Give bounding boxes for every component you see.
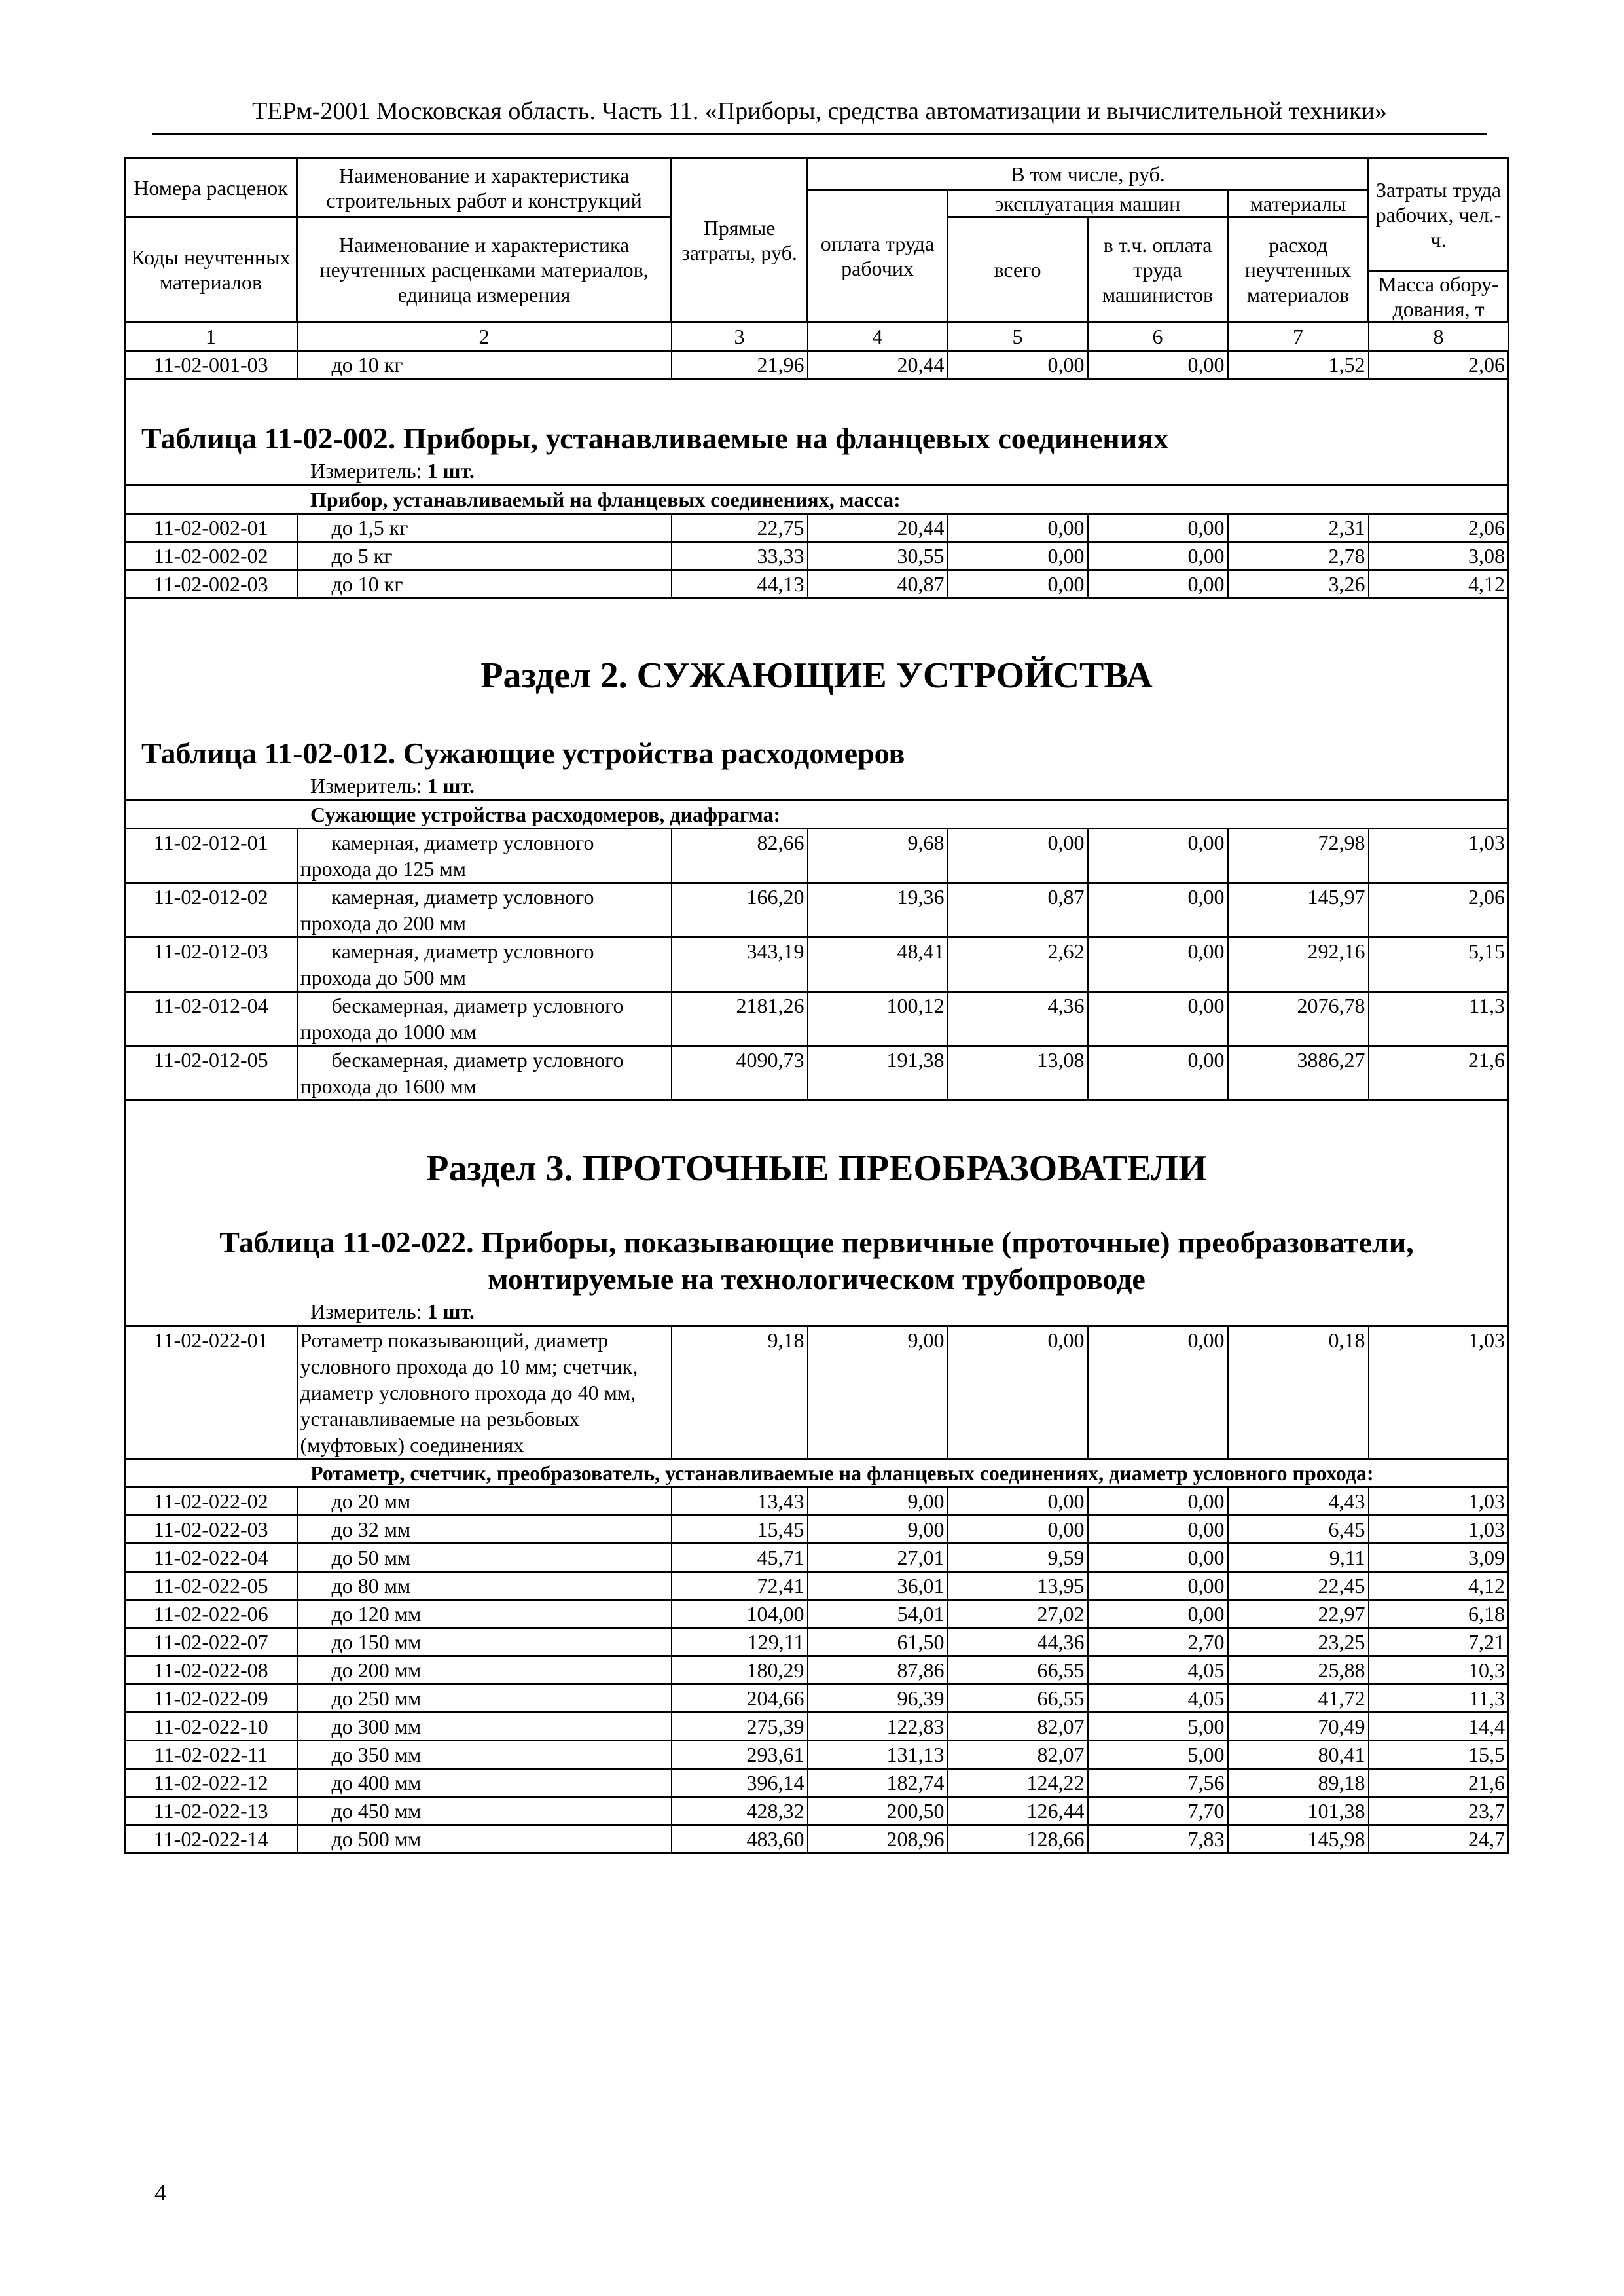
machine-total: 82,07 (948, 1741, 1088, 1769)
labor-hours: 10,3 (1369, 1656, 1509, 1685)
rate-name: до 10 кг (297, 351, 672, 379)
section-title-3: Раздел 3. ПРОТОЧНЫЕ ПРЕОБРАЗОВАТЕЛИ (426, 1148, 1207, 1189)
col-header-equipment-mass: Масса обору-дования, т (1369, 271, 1509, 323)
worker-pay: 182,74 (808, 1769, 948, 1797)
meter-value: 1 шт. (427, 1300, 475, 1323)
direct-costs: 45,71 (672, 1544, 808, 1572)
machine-total: 9,59 (948, 1544, 1088, 1572)
direct-costs: 275,39 (672, 1713, 808, 1741)
col-header-labor-costs: Затраты труда рабочих, чел.-ч. (1369, 158, 1509, 271)
col-header-materials: материалы (1228, 190, 1369, 217)
machinist-pay: 5,00 (1088, 1713, 1228, 1741)
labor-hours: 1,03 (1369, 1326, 1509, 1459)
table-row (125, 1516, 1509, 1544)
rate-code: 11-02-022-08 (125, 1656, 297, 1685)
col-header-direct-costs: Прямые затраты, руб. (672, 158, 808, 323)
machine-total: 0,00 (948, 514, 1088, 542)
table-row (125, 938, 1509, 992)
rate-code: 11-02-022-03 (125, 1516, 297, 1544)
rate-name: до 200 мм (297, 1656, 672, 1685)
materials-cost: 25,88 (1228, 1656, 1369, 1685)
worker-pay: 20,44 (808, 514, 948, 542)
direct-costs: 428,32 (672, 1797, 808, 1825)
machinist-pay: 0,00 (1088, 1046, 1228, 1101)
machinist-pay: 5,00 (1088, 1741, 1228, 1769)
rate-name: до 150 мм (297, 1628, 672, 1656)
materials-cost: 145,97 (1228, 883, 1369, 938)
machinist-pay: 0,00 (1088, 938, 1228, 992)
materials-cost: 72,98 (1228, 829, 1369, 883)
labor-hours: 4,12 (1369, 1572, 1509, 1600)
labor-hours: 1,03 (1369, 1487, 1509, 1516)
rate-name: до 500 мм (297, 1825, 672, 1853)
worker-pay: 9,00 (808, 1326, 948, 1459)
machinist-pay: 0,00 (1088, 1487, 1228, 1516)
labor-hours: 11,3 (1369, 992, 1509, 1046)
machinist-pay: 0,00 (1088, 1544, 1228, 1572)
worker-pay: 9,00 (808, 1487, 948, 1516)
machinist-pay: 0,00 (1088, 1326, 1228, 1459)
col-header-machine-operation: эксплуатация машин (948, 190, 1228, 217)
rate-code: 11-02-002-01 (125, 514, 297, 542)
col-header-rate-numbers: Номера расценок (125, 158, 297, 217)
direct-costs: 82,66 (672, 829, 808, 883)
machine-total: 82,07 (948, 1713, 1088, 1741)
group-heading-002: Прибор, устанавливаемый на фланцевых соединениях, масса: (125, 486, 1509, 514)
machinist-pay: 0,00 (1088, 1516, 1228, 1544)
materials-cost: 101,38 (1228, 1797, 1369, 1825)
materials-cost: 0,18 (1228, 1326, 1369, 1459)
group-heading-022: Ротаметр, счетчик, преобразователь, устанавливаемые на фланцевых соединениях, диаметр условного прохода: (125, 1459, 1509, 1487)
rate-name: до 5 кг (297, 542, 672, 570)
rate-name: до 350 мм (297, 1741, 672, 1769)
rate-name: до 80 мм (297, 1572, 672, 1600)
meter-line (126, 1298, 1507, 1325)
table-row (125, 829, 1509, 883)
machinist-pay: 0,00 (1088, 542, 1228, 570)
direct-costs: 4090,73 (672, 1046, 808, 1101)
machinist-pay: 0,00 (1088, 351, 1228, 379)
worker-pay: 19,36 (808, 883, 948, 938)
direct-costs: 2181,26 (672, 992, 808, 1046)
materials-cost: 22,97 (1228, 1600, 1369, 1628)
materials-cost: 6,45 (1228, 1516, 1369, 1544)
rate-code: 11-02-012-04 (125, 992, 297, 1046)
machinist-pay: 0,00 (1088, 1600, 1228, 1628)
meter-line (126, 457, 1507, 484)
materials-cost: 1,52 (1228, 351, 1369, 379)
direct-costs: 44,13 (672, 570, 808, 598)
col-number-5: 5 (948, 323, 1088, 351)
col-header-machine-total: всего (948, 217, 1088, 323)
table-row (125, 514, 1509, 542)
rate-name: до 10 кг (297, 570, 672, 598)
machinist-pay: 0,00 (1088, 570, 1228, 598)
labor-hours: 3,08 (1369, 542, 1509, 570)
table-title-022-line2: монтируемые на технологическом трубопроводе (488, 1262, 1146, 1296)
worker-pay: 9,68 (808, 829, 948, 883)
materials-cost: 2076,78 (1228, 992, 1369, 1046)
machine-total: 0,00 (948, 542, 1088, 570)
machinist-pay: 7,83 (1088, 1825, 1228, 1853)
rate-name: до 120 мм (297, 1600, 672, 1628)
direct-costs: 9,18 (672, 1326, 808, 1459)
machinist-pay: 7,56 (1088, 1769, 1228, 1797)
header-divider (152, 133, 1487, 135)
machine-total: 126,44 (948, 1797, 1088, 1825)
direct-costs: 180,29 (672, 1656, 808, 1685)
labor-hours: 6,18 (1369, 1600, 1509, 1628)
rate-code: 11-02-001-03 (125, 351, 297, 379)
meter-label: Измеритель: (310, 1300, 422, 1323)
rate-code: 11-02-022-01 (125, 1326, 297, 1459)
col-number-4: 4 (808, 323, 948, 351)
labor-hours: 2,06 (1369, 351, 1509, 379)
direct-costs: 483,60 (672, 1825, 808, 1853)
materials-cost: 80,41 (1228, 1741, 1369, 1769)
direct-costs: 166,20 (672, 883, 808, 938)
table-title-012: Таблица 11-02-012. Сужающие устройства расходомеров (141, 737, 905, 770)
materials-cost: 4,43 (1228, 1487, 1369, 1516)
materials-cost: 9,11 (1228, 1544, 1369, 1572)
labor-hours: 5,15 (1369, 938, 1509, 992)
rate-name: до 450 мм (297, 1797, 672, 1825)
machine-total: 0,00 (948, 1516, 1088, 1544)
table-row (125, 1628, 1509, 1656)
col-header-machinist-pay: в т.ч. оплата труда машинистов (1088, 217, 1228, 323)
rate-name: бескамерная, диаметр условного прохода до 1600 мм (297, 1046, 672, 1101)
rate-code: 11-02-022-14 (125, 1825, 297, 1853)
worker-pay: 54,01 (808, 1600, 948, 1628)
machine-total: 0,87 (948, 883, 1088, 938)
worker-pay: 122,83 (808, 1713, 948, 1741)
col-header-material-codes: Коды неучтенных материалов (125, 217, 297, 323)
machine-total: 4,36 (948, 992, 1088, 1046)
materials-cost: 89,18 (1228, 1769, 1369, 1797)
rate-name: до 400 мм (297, 1769, 672, 1797)
col-header-work-name: Наименование и характеристика строительных работ и конструкций (297, 158, 672, 217)
direct-costs: 204,66 (672, 1685, 808, 1713)
table-row (125, 1572, 1509, 1600)
group-heading-012: Сужающие устройства расходомеров, диафрагма: (125, 801, 1509, 829)
rate-name: камерная, диаметр условного прохода до 200 мм (297, 883, 672, 938)
worker-pay: 208,96 (808, 1825, 948, 1853)
rate-code: 11-02-022-13 (125, 1797, 297, 1825)
col-number-3: 3 (672, 323, 808, 351)
table-row (125, 1656, 1509, 1685)
machine-total: 0,00 (948, 1487, 1088, 1516)
col-header-worker-pay: оплата труда рабочих (808, 190, 948, 323)
materials-cost: 2,78 (1228, 542, 1369, 570)
machine-total: 13,95 (948, 1572, 1088, 1600)
machine-total: 66,55 (948, 1685, 1088, 1713)
worker-pay: 20,44 (808, 351, 948, 379)
machine-total: 0,00 (948, 829, 1088, 883)
worker-pay: 40,87 (808, 570, 948, 598)
direct-costs: 33,33 (672, 542, 808, 570)
materials-cost: 3886,27 (1228, 1046, 1369, 1101)
table-row (125, 351, 1509, 379)
rate-code: 11-02-002-02 (125, 542, 297, 570)
labor-hours: 7,21 (1369, 1628, 1509, 1656)
table-row (125, 1685, 1509, 1713)
meter-line (126, 772, 1507, 799)
col-number-2: 2 (297, 323, 672, 351)
rate-code: 11-02-022-02 (125, 1487, 297, 1516)
machine-total: 0,00 (948, 351, 1088, 379)
materials-cost: 145,98 (1228, 1825, 1369, 1853)
rate-name: камерная, диаметр условного прохода до 500 мм (297, 938, 672, 992)
worker-pay: 36,01 (808, 1572, 948, 1600)
materials-cost: 70,49 (1228, 1713, 1369, 1741)
machine-total: 44,36 (948, 1628, 1088, 1656)
machine-total: 0,00 (948, 570, 1088, 598)
rate-name: до 1,5 кг (297, 514, 672, 542)
section-title-2: Раздел 2. СУЖАЮЩИЕ УСТРОЙСТВА (480, 655, 1153, 696)
rate-code: 11-02-022-05 (125, 1572, 297, 1600)
table-row (125, 1713, 1509, 1741)
table-title-022-line1: Таблица 11-02-022. Приборы, показывающие первичные (проточные) преобразователи, (219, 1226, 1414, 1259)
labor-hours: 21,6 (1369, 1769, 1509, 1797)
rate-code: 11-02-022-07 (125, 1628, 297, 1656)
table-row (125, 1600, 1509, 1628)
labor-hours: 23,7 (1369, 1797, 1509, 1825)
machine-total: 124,22 (948, 1769, 1088, 1797)
rate-name: Ротаметр показывающий, диаметр условного прохода до 10 мм; счетчик, диаметр условного прохода до 40 мм, устанавливаемые на резьбовых (муфтовых) соединениях (297, 1326, 672, 1459)
machinist-pay: 4,05 (1088, 1656, 1228, 1685)
machine-total: 128,66 (948, 1825, 1088, 1853)
table-row (125, 1326, 1509, 1459)
labor-hours: 24,7 (1369, 1825, 1509, 1853)
machinist-pay: 0,00 (1088, 1572, 1228, 1600)
direct-costs: 15,45 (672, 1516, 808, 1544)
labor-hours: 14,4 (1369, 1713, 1509, 1741)
direct-costs: 22,75 (672, 514, 808, 542)
rate-code: 11-02-002-03 (125, 570, 297, 598)
worker-pay: 191,38 (808, 1046, 948, 1101)
worker-pay: 96,39 (808, 1685, 948, 1713)
rate-name: до 20 мм (297, 1487, 672, 1516)
machinist-pay: 0,00 (1088, 829, 1228, 883)
materials-cost: 292,16 (1228, 938, 1369, 992)
worker-pay: 200,50 (808, 1797, 948, 1825)
rate-name: до 250 мм (297, 1685, 672, 1713)
worker-pay: 30,55 (808, 542, 948, 570)
col-header-including: В том числе, руб. (808, 158, 1369, 190)
col-header-material-names: Наименование и характеристика неучтенных расценками материалов, единица измерения (297, 217, 672, 323)
machinist-pay: 0,00 (1088, 514, 1228, 542)
col-number-7: 7 (1228, 323, 1369, 351)
rate-code: 11-02-012-02 (125, 883, 297, 938)
direct-costs: 129,11 (672, 1628, 808, 1656)
rate-name: бескамерная, диаметр условного прохода до 1000 мм (297, 992, 672, 1046)
materials-cost: 3,26 (1228, 570, 1369, 598)
table-row (125, 1825, 1509, 1853)
rate-code: 11-02-022-09 (125, 1685, 297, 1713)
direct-costs: 21,96 (672, 351, 808, 379)
table-title-002: Таблица 11-02-002. Приборы, устанавливаемые на фланцевых соединениях (141, 422, 1169, 455)
rates-document (124, 157, 1507, 1854)
worker-pay: 27,01 (808, 1544, 948, 1572)
machinist-pay: 0,00 (1088, 883, 1228, 938)
meter-label: Измеритель: (310, 774, 422, 797)
col-header-unaccounted-materials: расход неучтенных материалов (1228, 217, 1369, 323)
machine-total: 2,62 (948, 938, 1088, 992)
machinist-pay: 0,00 (1088, 992, 1228, 1046)
table-row (125, 883, 1509, 938)
direct-costs: 293,61 (672, 1741, 808, 1769)
labor-hours: 1,03 (1369, 829, 1509, 883)
machine-total: 27,02 (948, 1600, 1088, 1628)
page-number: 4 (154, 2179, 166, 2206)
labor-hours: 3,09 (1369, 1544, 1509, 1572)
direct-costs: 72,41 (672, 1572, 808, 1600)
rate-name: камерная, диаметр условного прохода до 125 мм (297, 829, 672, 883)
rate-code: 11-02-012-05 (125, 1046, 297, 1101)
col-number-8: 8 (1369, 323, 1509, 351)
direct-costs: 104,00 (672, 1600, 808, 1628)
machine-total: 0,00 (948, 1326, 1088, 1459)
machinist-pay: 7,70 (1088, 1797, 1228, 1825)
rate-name: до 50 мм (297, 1544, 672, 1572)
worker-pay: 61,50 (808, 1628, 948, 1656)
table-row (125, 1741, 1509, 1769)
direct-costs: 343,19 (672, 938, 808, 992)
labor-hours: 2,06 (1369, 514, 1509, 542)
rate-code: 11-02-022-12 (125, 1769, 297, 1797)
worker-pay: 48,41 (808, 938, 948, 992)
rate-code: 11-02-022-04 (125, 1544, 297, 1572)
meter-value: 1 шт. (427, 774, 475, 797)
materials-cost: 41,72 (1228, 1685, 1369, 1713)
machine-total: 13,08 (948, 1046, 1088, 1101)
labor-hours: 15,5 (1369, 1741, 1509, 1769)
materials-cost: 23,25 (1228, 1628, 1369, 1656)
labor-hours: 4,12 (1369, 570, 1509, 598)
table-row (125, 1544, 1509, 1572)
rate-code: 11-02-022-10 (125, 1713, 297, 1741)
page-header-title: ТЕРм-2001 Московская область. Часть 11. «Приборы, средства автоматизации и вычислительной техники» (252, 98, 1387, 125)
rate-code: 11-02-012-01 (125, 829, 297, 883)
rate-name: до 32 мм (297, 1516, 672, 1544)
table-row (125, 1797, 1509, 1825)
table-row (125, 992, 1509, 1046)
table-row (125, 542, 1509, 570)
machinist-pay: 4,05 (1088, 1685, 1228, 1713)
direct-costs: 396,14 (672, 1769, 808, 1797)
labor-hours: 1,03 (1369, 1516, 1509, 1544)
rate-code: 11-02-022-06 (125, 1600, 297, 1628)
rates-table (124, 157, 1509, 1854)
table-row (125, 1487, 1509, 1516)
table-row (125, 1046, 1509, 1101)
col-number-1: 1 (125, 323, 297, 351)
worker-pay: 131,13 (808, 1741, 948, 1769)
meter-value: 1 шт. (427, 459, 475, 483)
table-row (125, 570, 1509, 598)
worker-pay: 87,86 (808, 1656, 948, 1685)
rate-code: 11-02-012-03 (125, 938, 297, 992)
rate-name: до 300 мм (297, 1713, 672, 1741)
labor-hours: 2,06 (1369, 883, 1509, 938)
col-number-6: 6 (1088, 323, 1228, 351)
worker-pay: 100,12 (808, 992, 948, 1046)
worker-pay: 9,00 (808, 1516, 948, 1544)
labor-hours: 21,6 (1369, 1046, 1509, 1101)
direct-costs: 13,43 (672, 1487, 808, 1516)
table-row (125, 1769, 1509, 1797)
meter-label: Измеритель: (310, 459, 422, 483)
rate-code: 11-02-022-11 (125, 1741, 297, 1769)
machine-total: 66,55 (948, 1656, 1088, 1685)
labor-hours: 11,3 (1369, 1685, 1509, 1713)
machinist-pay: 2,70 (1088, 1628, 1228, 1656)
materials-cost: 22,45 (1228, 1572, 1369, 1600)
materials-cost: 2,31 (1228, 514, 1369, 542)
